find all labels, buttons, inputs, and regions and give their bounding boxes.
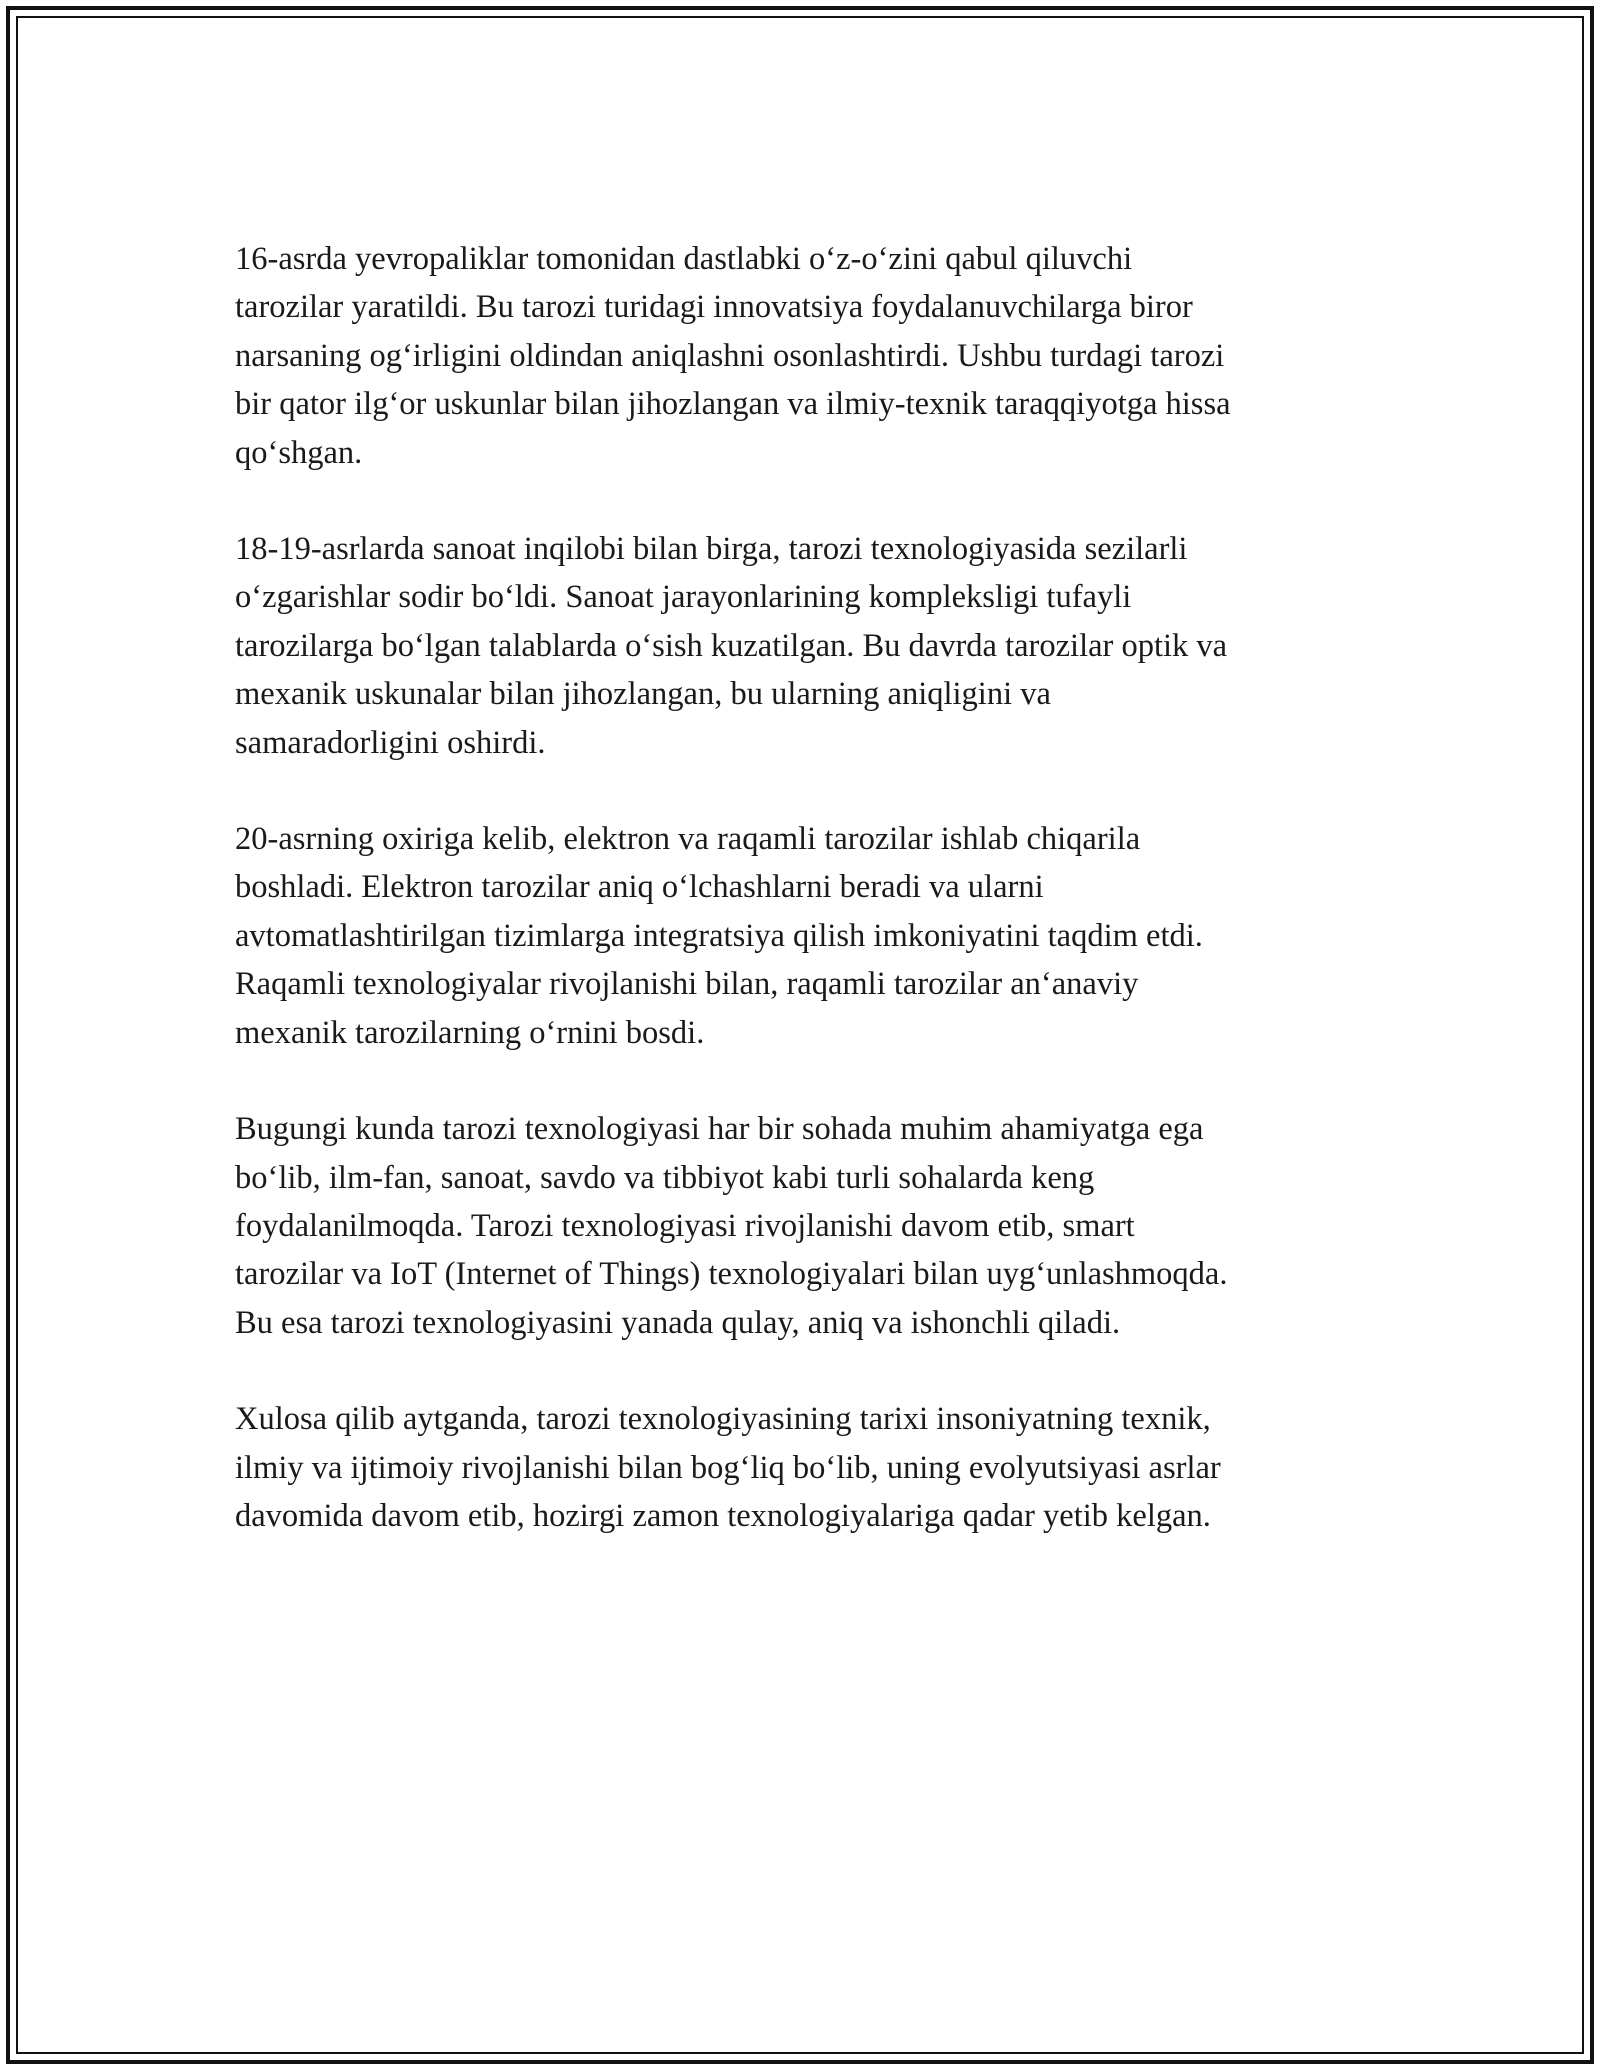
paragraph-16th-century (235, 235, 1365, 477)
text-line: tarozilar yaratildi. Bu tarozi turidagi innovatsiya foydalanuvchilarga biror (235, 289, 1193, 326)
text-line: narsaning og‘irligini oldindan aniqlashni osonlashtirdi. Ushbu turdagi tarozi (235, 337, 1225, 374)
text-line: o‘zgarishlar sodir bo‘ldi. Sanoat jarayonlarining kompleksligi tufayli (235, 579, 1132, 616)
text-line: Xulosa qilib aytganda, tarozi texnologiyasining tarixi insoniyatning texnik, (235, 1401, 1211, 1438)
text-line: samaradorligini oshirdi. (235, 724, 546, 761)
paragraph-today (235, 1105, 1365, 1347)
text-line: avtomatlashtirilgan tizimlarga integratsiya qilish imkoniyatini taqdim etdi. (235, 917, 1203, 954)
text-line: 16-asrda yevropaliklar tomonidan dastlabki o‘z-o‘zini qabul qiluvchi (235, 241, 1133, 277)
text-line: davomida davom etib, hozirgi zamon texnologiyalariga qadar yetib kelgan. (235, 1497, 1211, 1534)
paragraph-18-19th-century (235, 525, 1365, 767)
document-body (235, 235, 1365, 1588)
text-line: Raqamli texnologiyalar rivojlanishi bilan, raqamli tarozilar an‘anaviy (235, 966, 1139, 1003)
text-line: boshladi. Elektron tarozilar aniq o‘lchashlarni beradi va ularni (235, 869, 1044, 906)
text-line: mexanik uskunalar bilan jihozlangan, bu ularning aniqligini va (235, 676, 1051, 713)
text-line: tarozilarga bo‘lgan talablarda o‘sish kuzatilgan. Bu davrda tarozilar optik va (235, 627, 1228, 664)
paragraph-conclusion (235, 1395, 1365, 1540)
text-line: ilmiy va ijtimoiy rivojlanishi bilan bog‘liq bo‘lib, uning evolyutsiyasi asrlar (235, 1449, 1221, 1486)
text-line: mexanik tarozilarning o‘rnini bosdi. (235, 1014, 705, 1051)
text-line: 18-19-asrlarda sanoat inqilobi bilan birga, tarozi texnologiyasida sezilarli (235, 531, 1188, 568)
text-line: Bu esa tarozi texnologiyasini yanada qulay, aniq va ishonchli qiladi. (235, 1304, 1121, 1341)
text-line: Bugungi kunda tarozi texnologiyasi har bir sohada muhim ahamiyatga ega (235, 1111, 1204, 1148)
text-line: bir qator ilg‘or uskunlar bilan jihozlangan va ilmiy-texnik taraqqiyotga hissa (235, 386, 1231, 423)
text-line: 20-asrning oxiriga kelib, elektron va raqamli tarozilar ishlab chiqarila (235, 821, 1141, 858)
text-line: bo‘lib, ilm-fan, sanoat, savdo va tibbiyot kabi turli sohalarda keng (235, 1159, 1095, 1196)
text-line: tarozilar va IoT (Internet of Things) texnologiyalari bilan uyg‘unlashmoqda. (235, 1256, 1228, 1293)
text-line: foydalanilmoqda. Tarozi texnologiyasi rivojlanishi davom etib, smart (235, 1207, 1135, 1244)
paragraph-20th-century (235, 815, 1365, 1057)
text-line: qo‘shgan. (235, 434, 363, 471)
